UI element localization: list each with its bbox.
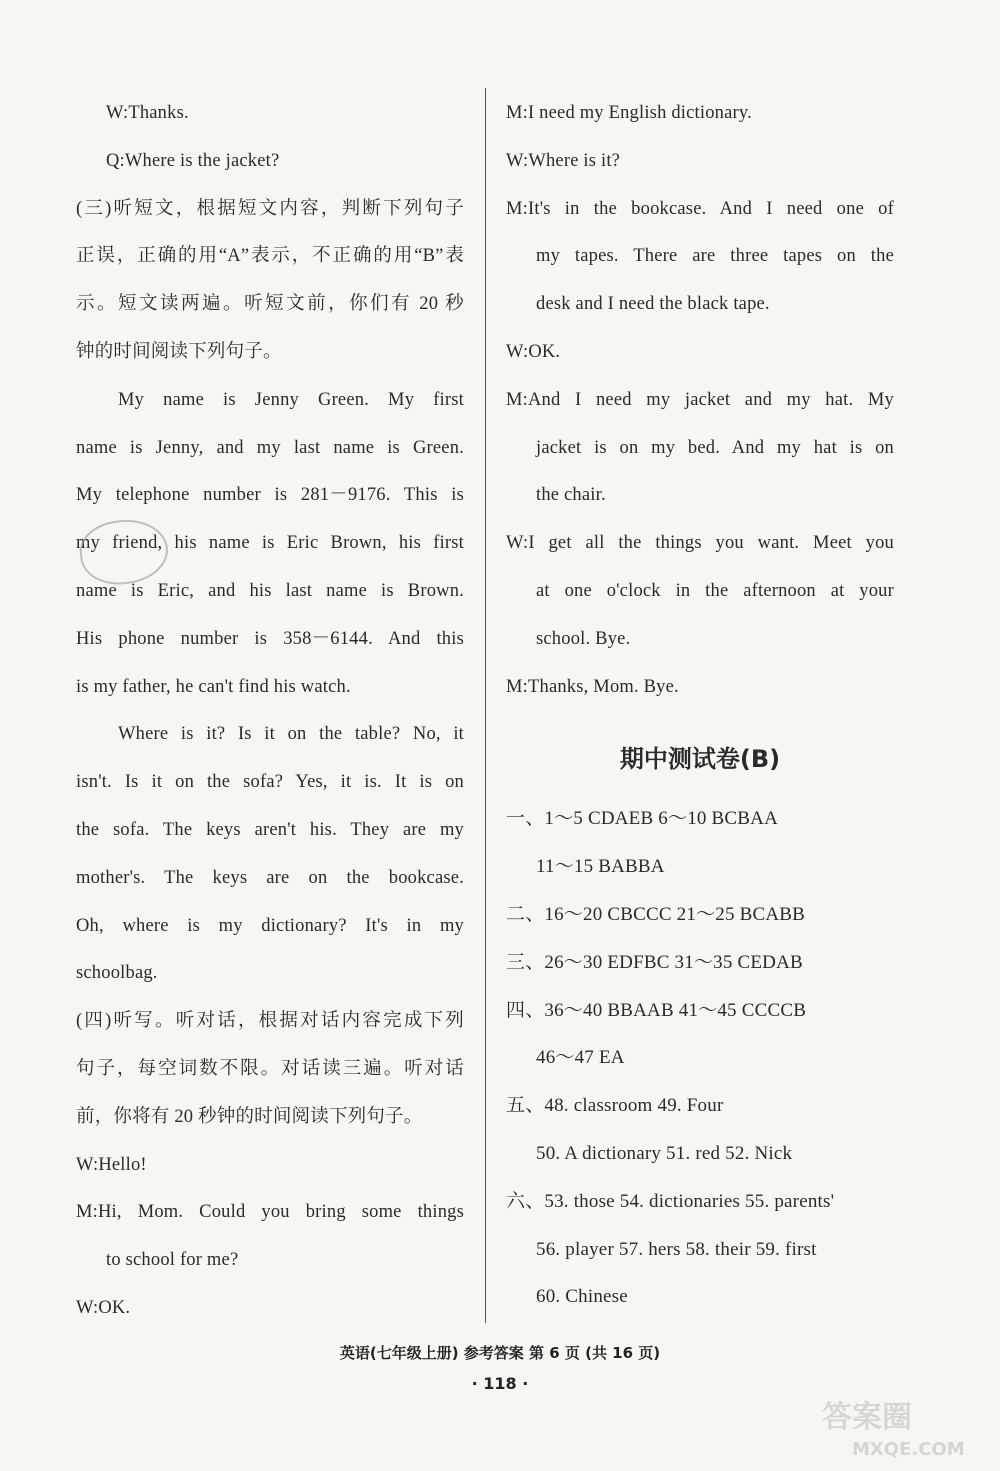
text-line: M:Thanks, Mom. Bye. — [506, 676, 679, 697]
text-line: His phone number is 358－6144. And this — [76, 628, 464, 649]
text-line: (四)听写。听对话，根据对话内容完成下列 — [76, 1011, 464, 1032]
text-line: Q:Where is the jacket? — [106, 150, 280, 171]
answer-line: 四、36～40 BBAAB 41～45 CCCCB — [506, 999, 807, 1021]
text-line: M:I need my English dictionary. — [506, 103, 752, 123]
left-column — [76, 90, 464, 1333]
text-line: isn't. Is it on the sofa? Yes, it is. It is on — [76, 772, 464, 793]
section-title: 期中测试卷(B) — [619, 745, 781, 774]
text-line: W:Thanks. — [106, 103, 189, 123]
answer-line: 三、26～30 EDFBC 31～35 CEDAB — [506, 951, 803, 973]
answer-line: 六、53. those 54. dictionaries 55. parents' — [506, 1190, 835, 1212]
text-line: W:Where is it? — [506, 150, 621, 171]
right-column — [506, 90, 894, 1321]
page-footer: 英语(七年级上册) 参考答案 第 6 页 (共 16 页) — [339, 1344, 661, 1362]
text-line: the sofa. The keys aren't his. They are my — [76, 819, 464, 840]
text-line: school. Bye. — [536, 628, 631, 649]
text-line: My telephone number is 281－9176. This is — [76, 485, 464, 506]
column-divider — [485, 88, 486, 1323]
answer-line: 11～15 BABBA — [536, 856, 665, 878]
text-line: 钟的时间阅读下列句子。 — [76, 341, 282, 362]
text-line: W:OK. — [506, 341, 561, 362]
text-line: M:Hi, Mom. Could you bring some things — [76, 1202, 464, 1223]
answer-line: 60. Chinese — [536, 1286, 628, 1308]
answer-line: 46～47 EA — [536, 1047, 625, 1069]
text-line: My name is Jenny Green. My first — [118, 389, 464, 410]
answer-line: 二、16～20 CBCCC 21～25 BCABB — [506, 903, 806, 925]
text-line: the chair. — [536, 485, 606, 506]
text-line: W:Hello! — [76, 1154, 147, 1175]
text-line: jacket is on my bed. And my hat is on — [536, 437, 894, 458]
page-number: · 118 · — [471, 1374, 529, 1393]
text-line: Oh, where is my dictionary? It's in my — [76, 915, 464, 936]
answer-line: 50. A dictionary 51. red 52. Nick — [536, 1142, 793, 1164]
dialogue-section — [506, 90, 894, 711]
text-line: is my father, he can't find his watch. — [76, 676, 351, 697]
answer-line: 五、48. classroom 49. Four — [506, 1095, 724, 1117]
text-line: M:It's in the bookcase. And I need one of — [506, 198, 894, 219]
text-line: 前，你将有 20 秒钟的时间阅读下列句子。 — [76, 1106, 423, 1127]
text-line: 正误，正确的用“A”表示，不正确的用“B”表 — [76, 246, 464, 267]
text-line: schoolbag. — [76, 963, 158, 984]
text-line: M:And I need my jacket and my hat. My — [506, 389, 894, 410]
answer-line: 一、1～5 CDAEB 6～10 BCBAA — [506, 808, 779, 830]
text-line: 句子，每空词数不限。对话读三遍。听对话 — [76, 1058, 464, 1079]
text-line: name is Jenny, and my last name is Green. — [76, 437, 464, 458]
svg-text:答案圈: 答案圈 — [822, 1400, 912, 1435]
svg-text:MXQE.COM: MXQE.COM — [852, 1439, 965, 1460]
watermark-logo — [812, 1393, 982, 1463]
text-line: Where is it? Is it on the table? No, it — [118, 724, 464, 745]
text-line: my friend, his name is Eric Brown, his first — [76, 533, 464, 554]
answer-key — [506, 795, 894, 1321]
text-line: mother's. The keys are on the bookcase. — [76, 867, 464, 888]
text-line: 示。短文读两遍。听短文前，你们有 20 秒 — [76, 294, 464, 315]
text-line: at one o'clock in the afternoon at your — [536, 580, 894, 601]
text-line: desk and I need the black tape. — [536, 294, 770, 315]
text-line: my tapes. There are three tapes on the — [536, 246, 894, 267]
answer-line: 56. player 57. hers 58. their 59. first — [536, 1238, 817, 1260]
text-line: W:I get all the things you want. Meet you — [506, 533, 894, 554]
text-line: name is Eric, and his last name is Brown. — [76, 580, 464, 601]
text-line: to school for me? — [106, 1250, 239, 1271]
text-line: W:OK. — [76, 1297, 131, 1318]
text-line: (三)听短文，根据短文内容，判断下列句子 — [76, 198, 464, 219]
